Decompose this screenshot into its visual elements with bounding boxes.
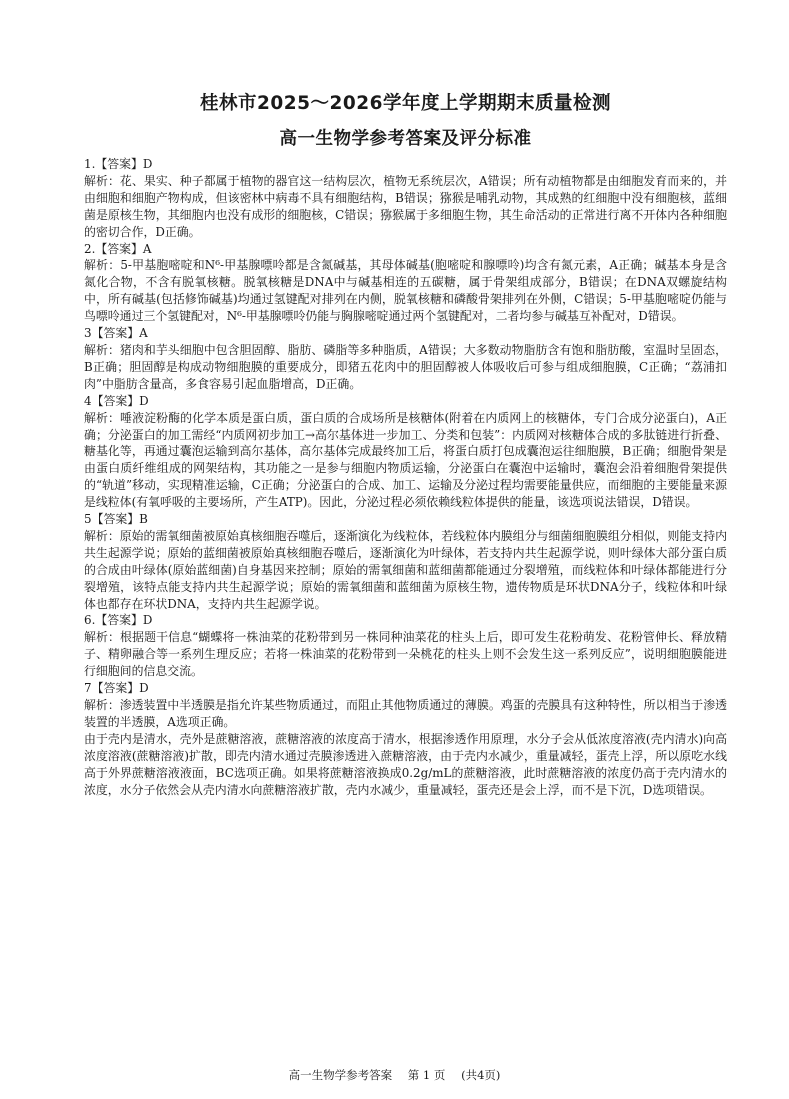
answer-explanation: 解析：5-甲基胞嘧啶和N⁶-甲基腺嘌呤都是含氮碱基，其母体碱基(胞嘧啶和腺嘌呤)均含有氮元素，A正确；碱基本身是含氮化合物，不含有脱氧核糖。脱氧核糖是DNA中与碱基相连的五碳糖，属于骨架组成部分，B错误；在DNA双螺旋结构中，所有碱基(包括修饰碱基)均通过氢键配对排列在内侧，脱氧核糖和磷酸骨架排列在外侧，C错误；5-甲基胞嘧啶仍能与鸟嘌呤通过三个氢键配对，N⁶-甲基腺嘌呤仍能与胸腺嘧啶通过两个氢键配对，二者均参与碱基互补配对，D错误。	[84, 258, 727, 324]
question-7	[84, 680, 727, 798]
question-2	[84, 241, 727, 326]
answer-explanation: 解析：原始的需氧细菌被原始真核细胞吞噬后，逐渐演化为线粒体，若线粒体内膜组分与细菌细胞膜组分相似，则能支持内共生起源学说；原始的蓝细菌被原始真核细胞吞噬后，逐渐演化为叶绿体，若支持内共生起源学说，则叶绿体大部分蛋白质的合成由叶绿体(原始蓝细菌)自身基因来控制；原始的需氧细菌和蓝细菌都能通过分裂增殖，而线粒体和叶绿体都能进行分裂增殖，该特点能支持内共生起源学说；原始的需氧细菌和蓝细菌为原核生物，遗传物质是环状DNA分子，线粒体和叶绿体也都存在环状DNA，支持内共生起源学说。	[84, 528, 727, 611]
answer-explanation: 解析：花、果实、种子都属于植物的器官这一结构层次，植物无系统层次，A错误；所有动植物都是由细胞发育而来的，并由细胞和细胞产物构成，但该密林中病毒不具有细胞结构，B错误；猕猴是哺乳动物，其成熟的红细胞中没有细胞核，蓝细菌是原核生物，其细胞内也没有成形的细胞核，C错误；猕猴属于多细胞生物，其生命活动的正常进行离不开体内各种细胞的密切合作，D正确。	[84, 173, 727, 239]
answer-label: 4【答案】D	[84, 393, 149, 408]
answer-label: 6.【答案】D	[84, 613, 153, 628]
footer-page-total: (共4页)	[461, 1068, 501, 1082]
question-6	[84, 612, 727, 680]
footer-doc-name: 高一生物学参考答案	[288, 1068, 393, 1082]
page-title: 桂林市2025～2026学年度上学期期末质量检测	[200, 93, 611, 114]
answer-explanation: 解析：唾液淀粉酶的化学本质是蛋白质，蛋白质的合成场所是核糖体(附着在内质网上的核糖体，专门合成分泌蛋白)，A正确；分泌蛋白的加工需经“内质网初步加工→高尔基体进一步加工、分类和包装”：内质网对核糖体合成的多肽链进行折叠、糖基化等，再通过囊泡运输到高尔基体，高尔基体完成最终加工后，将蛋白质打包成囊泡运往细胞膜，B正确；细胞骨架是由蛋白质纤维组成的网架结构，其功能之一是参与细胞内物质运输，分泌蛋白在囊泡中运输时，囊泡会沿着细胞骨架提供的“轨道”移动，实现精准运输，C正确；分泌蛋白的合成、加工、运输及分泌过程均需要能量供应，而细胞的主要能量来源是线粒体(有氧呼吸的主要场所，产生ATP)。因此，分泌过程必须依赖线粒体提供的能量，该选项说法错误，D错误。	[84, 410, 727, 510]
question-5	[84, 511, 727, 612]
answer-explanation: 解析：渗透装置中半透膜是指允许某些物质通过，而阻止其他物质通过的薄膜。鸡蛋的壳膜具有这种特性，所以相当于渗透装置的半透膜，A选项正确。	[84, 698, 727, 729]
answer-explanation-continued: 由于壳内是清水，壳外是蔗糖溶液，蔗糖溶液的浓度高于清水，根据渗透作用原理，水分子会从低浓度溶液(壳内清水)向高浓度溶液(蔗糖溶液)扩散，即壳内清水通过壳膜渗透进入蔗糖溶液，由于壳内水减少，重量减轻，蛋壳上浮，所以原吃水线高于外界蔗糖溶液液面，BC选项正确。如果将蔗糖溶液换成0.2g/mL的蔗糖溶液，此时蔗糖溶液的浓度仍高于壳内清水的浓度，水分子依然会从壳内清水向蔗糖溶液扩散，壳内水减少，重量减轻，蛋壳还是会上浮，而不是下沉，D选项错误。	[84, 731, 727, 797]
question-1	[84, 156, 727, 241]
answer-label: 2.【答案】A	[84, 241, 152, 256]
page-footer	[0, 1067, 789, 1083]
page-subtitle: 高一生物学参考答案及评分标准	[279, 129, 532, 149]
answer-label: 1.【答案】D	[84, 157, 153, 171]
answer-label: 7【答案】D	[84, 681, 149, 696]
question-3	[84, 325, 727, 393]
answer-label: 5【答案】B	[84, 512, 148, 527]
answer-label: 3【答案】A	[84, 326, 148, 341]
answer-explanation: 解析：根据题干信息“蝴蝶将一株油菜的花粉带到另一株同种油菜花的柱头上后，即可发生花粉萌发、花粉管伸长、释放精子、精卵融合等一系列生理反应；若将一株油菜的花粉带到一朵桃花的柱头上则不会发生这一系列反应”，说明细胞膜能进行细胞间的信息交流。	[84, 630, 727, 679]
answer-explanation: 解析：猪肉和芋头细胞中包含胆固醇、脂肪、磷脂等多种脂质，A错误；大多数动物脂肪含有饱和脂肪酸，室温时呈固态，B正确；胆固醇是构成动物细胞膜的重要成分，即猪五花肉中的胆固醇被人体吸收后可参与组成细胞膜，C正确；“荔浦扣肉”中脂肪含量高，多食容易引起血脂增高，D正确。	[84, 342, 727, 391]
question-4	[84, 393, 727, 511]
footer-page-number: 第 1 页	[407, 1068, 446, 1082]
